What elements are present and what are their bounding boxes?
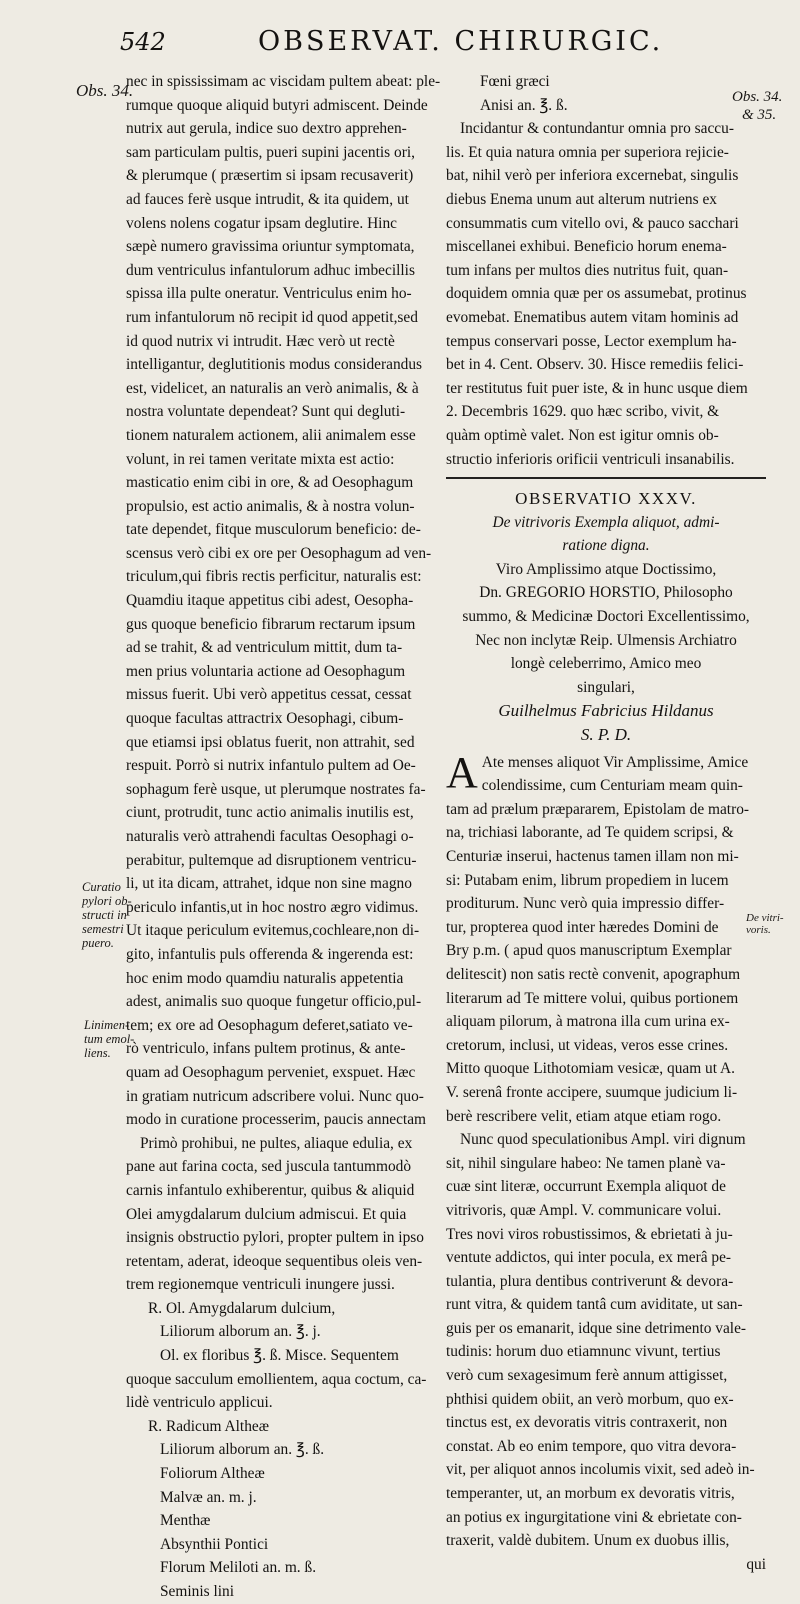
text-line: bat, nihil verò per inferiora excernebat, singulis — [446, 167, 739, 185]
text-line: tum infans per multos dies nutritus fuit, quan- — [446, 261, 729, 279]
text-line: volens nolens cogatur ipsam deglutire. Hinc — [126, 214, 397, 232]
text-line: Mitto quoque Lithotomiam vesicæ, quam ut A. — [446, 1060, 735, 1078]
text-line: Bry p.m. ( apud quos manuscriptum Exemplar — [446, 942, 732, 960]
text-line: intelligantur, deglutitionis modus considerandus — [126, 356, 423, 374]
page-number: 542 — [120, 28, 166, 56]
text-line: si: Putabam enim, librum propediem in lucem — [446, 871, 729, 889]
text-line: quoque sacculum emollientem, aqua coctum, ca- — [126, 1370, 427, 1388]
text-line: modo in curatione processerim, paucis annectam — [126, 1111, 427, 1129]
recipe-line: Liliorum alborum an. ℥. j. — [160, 1323, 321, 1341]
margin-note-line: pylori ob- — [82, 894, 132, 908]
dedication-line: Viro Amplissimo atque Doctissimo, — [495, 560, 717, 578]
text-line: carnis infantulo exhiberentur, quibus & aliquid — [126, 1181, 415, 1199]
recipe-line: Fœni græci — [480, 73, 550, 90]
text-line: constat. Ab eo enim tempore, quo vitra devora- — [446, 1437, 737, 1455]
text-line: ad se trahit, & ad ventriculum mittit, dum ta- — [126, 639, 403, 657]
margin-note-curatio — [82, 880, 132, 950]
text-line: tempus conservari posse, Lector exemplum ha- — [446, 332, 737, 350]
text-line: doquidem omnia quæ per os assumebat, protinus — [446, 285, 747, 303]
text-line: dum ventriculus infantulorum adhuc imbecillis — [126, 261, 415, 279]
margin-note-line: Linimen- — [84, 1018, 130, 1032]
text-line: Quamdiu itaque appetitus cibi adest, Oesopha- — [126, 592, 414, 610]
text-line: sophagum ferè usque, ut plerumque nostrates fa- — [126, 780, 426, 798]
text-line: volunt, in rei tamen veritate mixta est actio: — [126, 450, 395, 468]
dedication-line: Nec non inclytæ Reip. Ulmensis Archiatro — [475, 631, 737, 649]
text-line: naturalis verò attrahendi facultas Oesophagi o- — [126, 828, 414, 845]
drop-cap: A — [446, 747, 478, 797]
text-line: Ate menses aliquot Vir Amplissime, Amice — [481, 753, 749, 771]
text-line: structio inferioris orificii ventriculi insanabilis. — [446, 450, 735, 468]
page-header — [0, 22, 800, 62]
observation-subtitle: ratione digna. — [562, 537, 650, 555]
text-line: ventute addictos, qui inter pocula, ex merâ pe- — [446, 1249, 732, 1267]
recipe-line: Liliorum alborum an. ℥. ß. — [160, 1441, 325, 1459]
text-line: rum infantulorum nō recipit id quod appetit,sed — [126, 308, 418, 326]
dedication-line: longè celeberrimo, Amico meo — [510, 655, 702, 673]
margin-note-line: liens. — [84, 1046, 111, 1060]
recipe-line: Malvæ an. m. j. — [160, 1488, 257, 1506]
text-line: temperanter, ut, an morbum ex devoratis vitris, — [446, 1485, 735, 1503]
recipe-line: Seminis lini — [160, 1583, 234, 1600]
text-line: tionem naturalem actionem, alii animalem esse — [126, 426, 416, 444]
text-line: & plerumque ( præsertim si ipsam recusaverit) — [126, 167, 414, 185]
text-line: rò ventriculo, infans pultem protinus, & ante- — [126, 1040, 406, 1058]
text-line: missus fuerit. Ubi verò appetitus cessat, cessat — [126, 686, 412, 704]
text-line: nutrix aut gerula, indice suo dextro apprehen- — [126, 120, 407, 138]
text-line: pane aut farina cocta, sed jusculа tantummodò — [126, 1158, 412, 1176]
text-line: literarum ad Te mittere volui, quibus portionem — [446, 989, 739, 1007]
margin-note-line: semestri — [82, 922, 124, 936]
text-line: tulantia, plura dentibus contriverunt & devora- — [446, 1272, 734, 1290]
letter-paragraph — [446, 747, 766, 1129]
text-line: tur, propterea quod inter hæredes Domini de — [446, 918, 719, 936]
text-line: id quod nutrix vi intrudit. Hæc verò ut rectè — [126, 332, 395, 350]
text-line: sæpè numero gravissima oriuntur symptomata, — [126, 238, 415, 256]
margin-note-line: tum emol- — [84, 1032, 135, 1046]
margin-note-obs-right-2: & 35. — [742, 107, 777, 123]
text-line: sam particulam pultis, pueri supini jacentis ori, — [126, 143, 415, 161]
text-line: traxerit, valdè dubitem. Unum ex duobus illis, — [446, 1532, 730, 1550]
recipe-line: Menthæ — [160, 1512, 211, 1530]
text-line: delitescit) non satis rectè convenit, apographum — [446, 965, 741, 983]
text-line: retentam, aderat, ideoque sequentibus oleis ven- — [126, 1252, 423, 1270]
text-line: rumque quoque aliquid butyri admiscent. Deinde — [126, 96, 428, 114]
text-line: cretorum, inclusi, ut videas, veros esse crines. — [446, 1036, 729, 1054]
text-line: na, trichiasi laborante, ad Te quidem scripsi, & — [446, 824, 734, 842]
text-line: perabitur, pultemque ad disruptionem ventricu- — [126, 851, 417, 869]
observation-title: OBSERVATIO XXXV. — [515, 489, 697, 509]
text-line: li, ut ita dicam, attrahet, idque non sine magno — [126, 875, 412, 893]
text-line: trem regionemque ventriculi inungere jussi. — [126, 1276, 395, 1294]
text-line: Incidantur & contundantur omnia pro saccu- — [460, 120, 734, 138]
text-line: gito, infantulis puls offerenda & ingerenda est: — [126, 945, 414, 963]
text-line: Ut itaque periculum evitemus,cochleare,non di- — [126, 922, 420, 940]
text-line: cuæ sint literæ, occurrunt Exempla aliquot de — [446, 1178, 726, 1196]
section-divider — [446, 477, 766, 479]
text-line: tate dependet, fitque musculorum beneficio: de- — [126, 521, 421, 539]
margin-note-line: puero. — [82, 936, 114, 950]
text-line: diebus Enema unum aut alterum nutriens ex — [446, 190, 717, 208]
salutation: S. P. D. — [580, 725, 632, 745]
text-line: scensus verò cibi ex ore per Oesophagum ad ven- — [126, 544, 432, 562]
left-column — [126, 70, 442, 1604]
text-line: evomebat. Enematibus autem vitam hominis ad — [446, 308, 739, 326]
text-line: tinctus est, ex devoratis vitris contraxerit, non — [446, 1414, 728, 1432]
text-line: ter restitutus fuit puer iste, & in hunc usque diem — [446, 379, 748, 397]
recipe-line: R. Ol. Amygdalarum dulcium, — [148, 1299, 336, 1317]
text-line: bet in 4. Cent. Observ. 30. Hisce remediis felici- — [446, 356, 744, 374]
text-line: triculum,qui fibris rectis perficitur, naturalis est: — [126, 568, 422, 586]
margin-note-line: structi in — [82, 908, 127, 922]
text-line: hoc enim modo quamdiu naturalis appetentia — [126, 969, 404, 987]
dedication-line: singulari, — [577, 678, 635, 696]
text-line: nostra voluntate dependeat? Sunt qui degluti- — [126, 403, 406, 421]
text-line: Olei amygdalarum dulcium admiscui. Et quia — [126, 1205, 407, 1223]
recipe-line: Anisi an. ℥. ß. — [480, 96, 568, 114]
text-line: lidè ventriculo applicui. — [126, 1394, 273, 1412]
text-line: insignis obstructio pylori, propter pultem in ipso — [126, 1229, 424, 1247]
text-line: guis per os emanarit, idque sine detrimento vale- — [446, 1319, 747, 1337]
margin-note-obs-right-1: Obs. 34. — [732, 89, 783, 105]
text-line: 2. Decembris 1629. quo hæc scribo, vivit, & — [446, 403, 720, 421]
recipe-line: Foliorum Altheæ — [160, 1465, 265, 1483]
text-line: V. serenâ fronte accipere, suumque judicium li- — [446, 1083, 738, 1101]
text-line: Nunc quod speculationibus Ampl. viri dignum — [460, 1131, 746, 1149]
text-line: miscellanei exhibui. Beneficio horum enema- — [446, 238, 727, 256]
recipe-line: Absynthii Pontici — [160, 1535, 269, 1553]
text-line: consummatis cum vitello ovi, & pauco sacchari — [446, 214, 739, 232]
text-line: colendissime, cum Centuriam meam quin- — [481, 777, 743, 795]
text-line: ciunt, protrudit, tunc actio animalis inutilis est, — [126, 804, 414, 822]
margin-note-line: Curatio — [82, 880, 121, 894]
text-line: propulsio, est actio animalis, & à nostra volun- — [126, 497, 415, 515]
running-title: OBSERVAT. CHIRURGIC. — [258, 26, 664, 57]
author-name: Guilhelmus Fabricius Hildanus — [498, 701, 714, 721]
text-line: tam ad prælum præpararem, Epistolam de matro- — [446, 800, 750, 818]
text-line: quoque facultas attractrix Oesophagi, cibum- — [126, 710, 404, 728]
text-line: Tres novi viros robustissimos, & ebrietati à ju- — [446, 1225, 733, 1243]
dedication-line: summo, & Medicinæ Doctori Excellentissimo, — [462, 608, 750, 626]
margin-note-obs-left: Obs. 34. — [76, 81, 134, 100]
margin-note-line: De vitri- — [746, 912, 784, 924]
text-line: tem; ex ore ad Oesophagum deferet,satiato ve- — [126, 1016, 413, 1034]
text-line: in gratiam nutricum adscribere volui. Nunc quo- — [126, 1087, 424, 1105]
text-line: est, videlicet, an naturalis an verò animalis, & à — [126, 379, 419, 397]
text-line: periculo infantis,ut in hoc nostro ægro vidimus. — [126, 898, 419, 916]
text-line: Centuriæ inserui, hactenus tamen illam non mi- — [446, 848, 739, 865]
text-line: men prius voluntaria actione ad Oesophagum — [126, 662, 406, 680]
text-line: masticatio enim cibi in ore, & ad Oesophagum — [126, 474, 414, 492]
recipe-line: R. Radicum Altheæ — [148, 1417, 269, 1435]
dedication-line: Dn. GREGORIO HORSTIO, Philosopho — [479, 584, 733, 602]
recipe-line: Florum Meliloti an. m. ß. — [160, 1559, 317, 1577]
text-line: ad fauces ferè usque intrudit, & ita quidem, ut — [126, 190, 409, 208]
text-line: proditurum. Nunc verò quia impressio differ- — [446, 895, 725, 913]
text-line: sit, nihil singulare habeo: Ne tamen planè va- — [446, 1154, 726, 1172]
text-line: aliquam pilorum, à matrona illa cum urina ex- — [446, 1013, 730, 1031]
recipe-line: Ol. ex floribus ℥. ß. Misce. Sequentem — [160, 1347, 399, 1365]
text-line: gus quoque beneficio fibrarum rectarum ipsum — [126, 615, 416, 633]
text-line: quàm optimè valet. Non est igitur omnis ob- — [446, 426, 719, 444]
right-column — [446, 70, 766, 1576]
text-line: runt vitra, & quidem tantâ cum aviditate, ut san- — [446, 1296, 743, 1314]
text-line: tudinis: horum duo etiamnunc vivunt, tertius — [446, 1343, 721, 1361]
text-line: Primò prohibui, ne pultes, aliaque edulia, ex — [140, 1134, 413, 1152]
observation-subtitle: De vitrivoris Exempla aliquot, admi- — [492, 513, 720, 531]
text-line: que etiamsi ipsi oblatus fuerit, non attrahit, sed — [126, 733, 415, 751]
text-line: verò cum sexagesimum ferè annum attigisset, — [446, 1367, 728, 1385]
text-line: an potius ex ingurgitatione vini & ebrietate con- — [446, 1508, 742, 1526]
text-line: vit, per aliquot annos incolumis vixit, sed adeò in- — [446, 1461, 755, 1479]
text-line: vitrivoris, quæ Ampl. V. communicare volui. — [446, 1201, 722, 1219]
text-line: spissa illa pulte oneratur. Ventriculus enim ho- — [126, 285, 412, 303]
text-line: nec in spississimam ac viscidam pultem abeat: ple- — [126, 73, 441, 90]
text-line: lis. Et quia natura omnia per superiora rejicie- — [446, 143, 729, 161]
text-line: berè rescribere velit, etiam atque etiam rogo. — [446, 1107, 722, 1125]
text-line: phthisi quidem obiit, an verò morbum, quo ex- — [446, 1390, 734, 1408]
catchword: qui — [746, 1555, 766, 1573]
text-line: respuit. Porrò si nutrix infantulo pultem ad Oe- — [126, 757, 416, 775]
margin-note-line: voris. — [746, 924, 771, 936]
text-line: adest, animalis suo quoque fungetur officio,pul- — [126, 993, 422, 1011]
text-line: quam ad Oesophagum perveniet, exspuet. Hæc — [126, 1063, 416, 1081]
